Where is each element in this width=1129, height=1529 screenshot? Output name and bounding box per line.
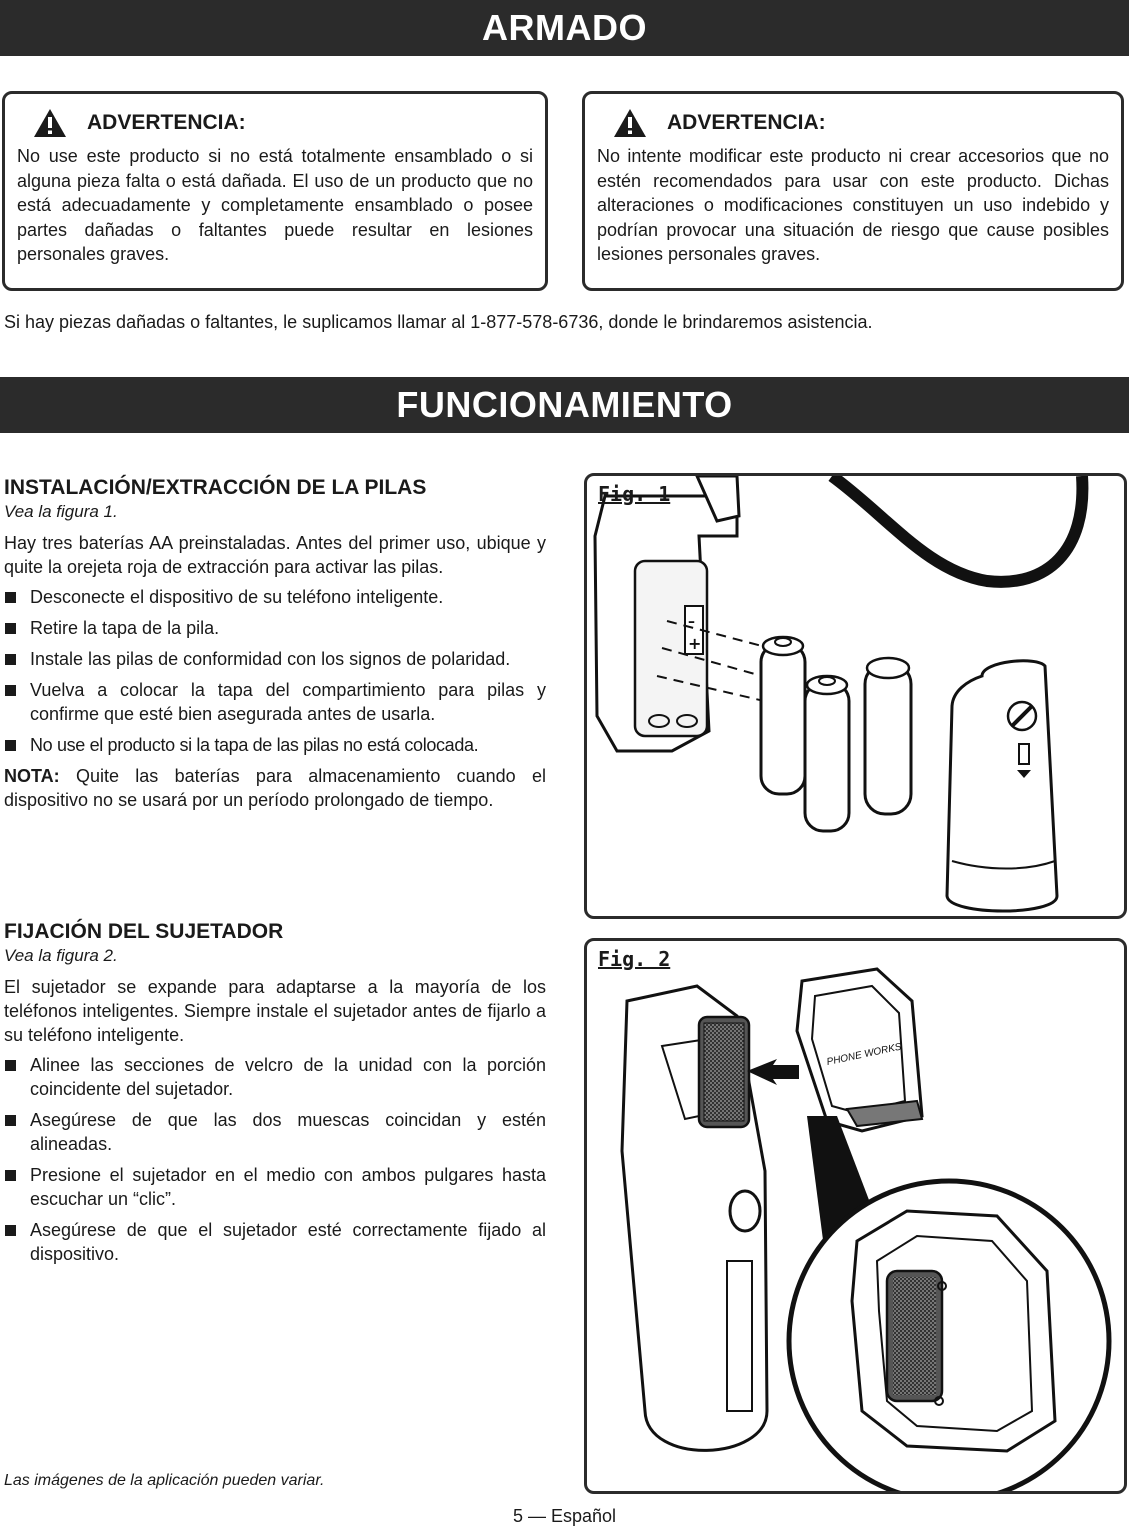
clip-steps-list [4, 1053, 546, 1266]
figure-1-label: Fig. 1 [598, 482, 671, 506]
warning-title: ADVERTENCIA: [87, 111, 246, 134]
warning-box-left [2, 91, 548, 291]
section-banner-armado [0, 0, 1129, 56]
batteries-heading: INSTALACIÓN/EXTRACCIÓN DE LA PILAS [4, 476, 427, 499]
list-item: Vuelva a colocar la tapa del compartimiento para pilas y confirme que esté bien asegurada antes de usarla. [4, 678, 546, 726]
list-item: Retire la tapa de la pila. [4, 616, 546, 640]
clip-attachment-illustration [587, 941, 1124, 1491]
section-title-armado: ARMADO [482, 7, 647, 48]
minus-sign: – [688, 614, 695, 630]
page-number: 5 — Español [512, 1506, 617, 1526]
clip-intro: El sujetador se expande para adaptarse a la mayoría de los teléfonos inteligentes. Siempre instale el sujetador antes de fijarlo a su teléfono inteligente. [4, 977, 546, 1045]
note-text: Quite las baterías para almacenamiento cuando el dispositivo no se usará por un período prolongado de tiempo. [4, 766, 546, 810]
plus-sign: + [688, 634, 702, 653]
note-label: NOTA: [4, 766, 60, 786]
list-item: Instale las pilas de conformidad con los signos de polaridad. [4, 647, 546, 671]
warning-box-right [582, 91, 1124, 291]
image-disclaimer: Las imágenes de la aplicación pueden variar. [4, 1472, 325, 1489]
clip-see-figure: Vea la figura 2. [4, 946, 118, 965]
batteries-section [4, 475, 546, 818]
figure-2-label: Fig. 2 [598, 947, 671, 971]
warning-text: No intente modificar este producto ni crear accesorios que no estén recomendados para usar con este producto. Dichas alteraciones o modificaciones constituyen un uso indebido y podrían provocar una situación de riesgo que cause posibles lesiones personales graves. [597, 146, 1109, 264]
clip-section [4, 919, 546, 1273]
clip-brand-text: PHONE WORKS [825, 1041, 903, 1069]
battery-installation-illustration [587, 476, 1124, 916]
list-item: Asegúrese de que las dos muescas coincidan y estén alineadas. [4, 1108, 546, 1156]
warning-text: No use este producto si no está totalmente ensamblado o si alguna pieza falta o está dañada. El uso de un producto que no está adecuadamente y completamente ensamblado o posee partes dañadas o faltantes puede resultar en lesiones personales graves. [17, 146, 533, 264]
figure-1 [584, 473, 1127, 919]
section-banner-funcionamiento [0, 377, 1129, 433]
figure-2 [584, 938, 1127, 1494]
batteries-note [4, 764, 546, 812]
warning-triangle-icon [613, 108, 647, 138]
missing-parts-note: Si hay piezas dañadas o faltantes, le suplicamos llamar al 1-877-578-6736, donde le brindaremos asistencia. [4, 312, 873, 332]
clip-heading: FIJACIÓN DEL SUJETADOR [4, 920, 284, 943]
warning-triangle-icon [33, 108, 67, 138]
batteries-intro: Hay tres baterías AA preinstaladas. Antes del primer uso, ubique y quite la orejeta roja de extracción para activar las pilas. [4, 533, 546, 577]
list-item: Asegúrese de que el sujetador esté correctamente fijado al dispositivo. [4, 1218, 546, 1266]
list-item: No use el producto si la tapa de las pilas no está colocada. [4, 733, 546, 757]
list-item: Desconecte el dispositivo de su teléfono inteligente. [4, 585, 546, 609]
section-title-funcionamiento: FUNCIONAMIENTO [396, 384, 733, 425]
list-item: Alinee las secciones de velcro de la unidad con la porción coincidente del sujetador. [4, 1053, 546, 1101]
list-item: Presione el sujetador en el medio con ambos pulgares hasta escuchar un “clic”. [4, 1163, 546, 1211]
batteries-see-figure: Vea la figura 1. [4, 502, 118, 521]
batteries-steps-list [4, 585, 546, 757]
warning-title: ADVERTENCIA: [667, 111, 826, 134]
